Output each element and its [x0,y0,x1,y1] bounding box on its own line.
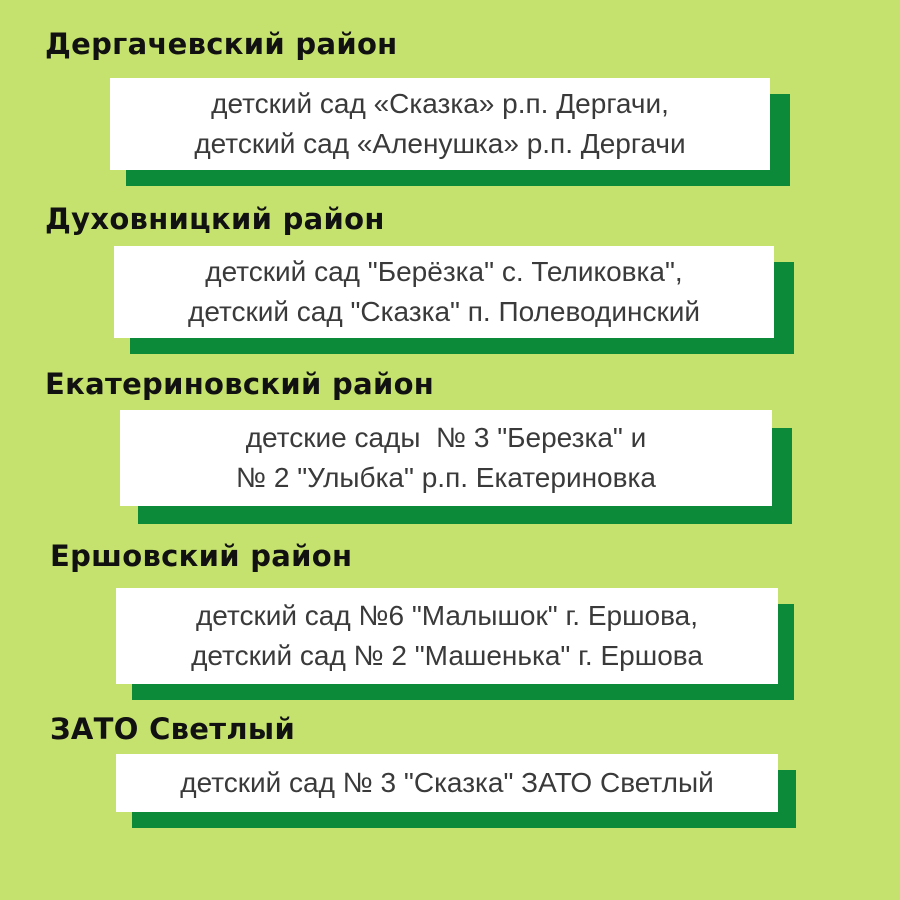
district-heading-dukhovnitsky: Духовницкий район [45,202,385,236]
kindergarten-card-ershov [116,588,778,684]
card-line: детский сад «Сказка» р.п. Дергачи, [211,88,669,119]
card-line: детский сад «Аленушка» р.п. Дергачи [194,128,686,159]
card-line: детский сад №6 "Малышок" г. Ершова, [195,600,699,631]
card-line: детский сад "Сказка" п. Полеводинский [188,296,700,327]
card-line: детский сад № 2 "Машенька" г. Ершова [191,640,703,671]
card-line: детские сады № 3 "Березка" и [245,422,647,453]
card-line: детский сад № 3 "Сказка" ЗАТО Светлый [180,767,714,798]
card-line: № 2 "Улыбка" р.п. Екатериновка [236,462,656,493]
kindergarten-card-ekaterinovsky [120,410,772,506]
kindergarten-card-dergachi [110,78,770,170]
district-heading-ershov: Ершовский район [50,539,353,573]
district-heading-dergachi: Дергачевский район [45,27,398,61]
kindergarten-card-zato-svetly [116,754,778,812]
district-heading-zato-svetly: ЗАТО Светлый [50,712,296,746]
district-heading-ekaterinovsky: Екатериновский район [45,367,435,401]
card-line: детский сад "Берёзка" с. Теликовка", [205,256,683,287]
kindergarten-card-dukhovnitsky [114,246,774,338]
